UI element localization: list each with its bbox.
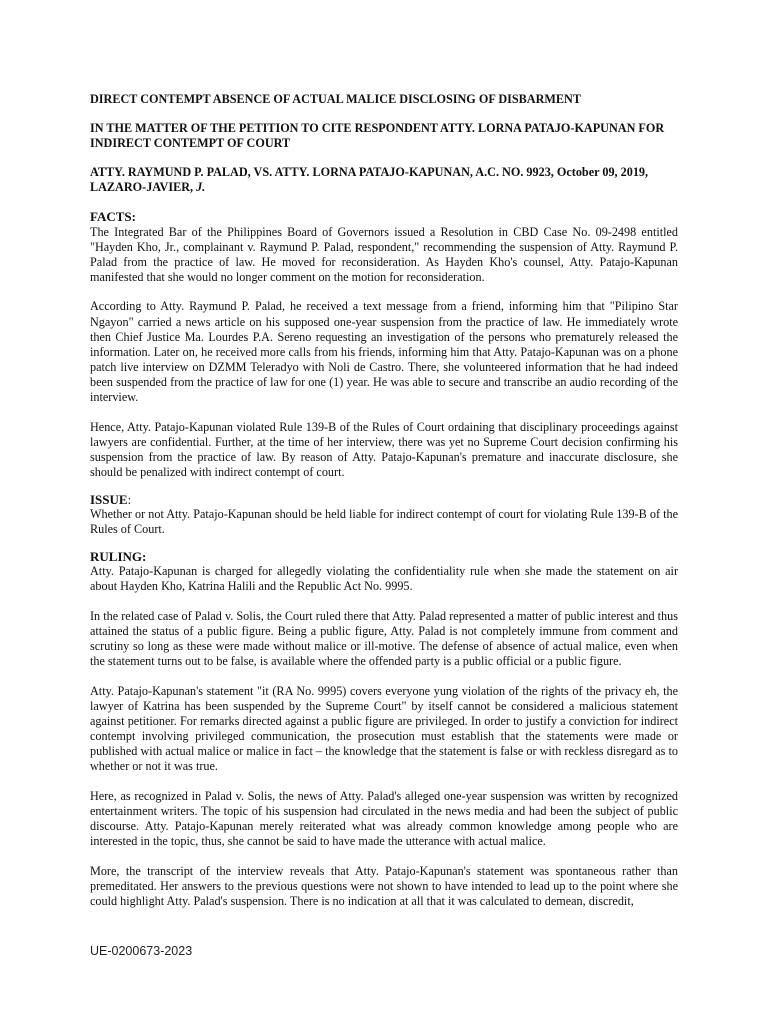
ruling-heading: RULING:	[90, 549, 147, 565]
document-page	[90, 92, 678, 924]
ruling-paragraph-1: Atty. Patajo-Kapunan is charged for allegedly violating the confidentiality rule when she made the statement on air about Hayden Kho, Katrina Halili and the Republic Act No. 9995.	[90, 564, 678, 594]
ruling-paragraph-2: In the related case of Palad v. Solis, the Court ruled there that Atty. Palad represented a matter of public interest and thus attained the status of a public figure. Being a public figure, Atty. Palad is not completely immune from comment and scrutiny so long as these were made without malice or ill-motive. The defense of absence of actual malice, even when the statement turns out to be false, is available where the offended party is a public official or a public figure.	[90, 609, 678, 669]
facts-paragraph-3: Hence, Atty. Patajo-Kapunan violated Rule 139-B of the Rules of Court ordaining that disciplinary proceedings against lawyers are confidential. Further, at the time of her interview, there was yet no Supreme Court decision confirming his suspension from the practice of law. By reason of Atty. Patajo-Kapunan's premature and inaccurate disclosure, she should be penalized with indirect contempt of court.	[90, 419, 678, 479]
case-citation-text: ATTY. RAYMUND P. PALAD, VS. ATTY. LORNA PATAJO-KAPUNAN, A.C. NO. 9923, October 09, 2019, LAZARO-JAVIER,	[90, 165, 649, 195]
ruling-paragraph-3: Atty. Patajo-Kapunan's statement "it (RA No. 9995) covers everyone yung violation of the rights of the privacy eh, the lawyer of Katrina has been suspended by the Supreme Court" by itself cannot be considered a malicious statement against petitioner. For remarks directed against a public figure are privileged. In order to justify a conviction for indirect contempt involving privileged communication, the prosecution must establish that the statements were made or published with actual malice or malice in fact – the knowledge that the statement is false or with reckless disregard as to whether or not it was true.	[90, 683, 678, 774]
ruling-paragraph-5: More, the transcript of the interview reveals that Atty. Patajo-Kapunan's statement was spontaneous rather than premeditated. Her answers to the previous questions were not shown to have intended to lead up to the point where she could highlight Atty. Palad's suspension. There is no indication at all that it was calculated to demean, discredit,	[90, 863, 678, 909]
issue-heading-colon: :	[127, 491, 132, 507]
issue-paragraph: Whether or not Atty. Patajo-Kapunan should be held liable for indirect contempt of court for violating Rule 139-B of the Rules of Court.	[90, 507, 678, 537]
issue-heading-text: ISSUE	[90, 491, 128, 507]
issue-heading	[90, 492, 678, 507]
ponente-suffix: J.	[196, 180, 206, 195]
document-footer-id: UE-0200673-2023	[90, 944, 193, 958]
case-title: IN THE MATTER OF THE PETITION TO CITE RESPONDENT ATTY. LORNA PATAJO-KAPUNAN FOR INDIRECT CONTEMPT OF COURT	[90, 121, 665, 151]
facts-paragraph-2: According to Atty. Raymund P. Palad, he received a text message from a friend, informing him that "Pilipino Star Ngayon" carried a news article on his supposed one-year suspension from the practice of law. He immediately wrote then Chief Justice Ma. Lourdes P.A. Sereno requesting an investigation of the persons who prematurely released the information. Later on, he received more calls from his friends, informing him that Atty. Patajo-Kapunan was on a phone patch live interview on DZMM Teleradyo with Noli de Castro. There, she volunteered information that he had indeed been suspended from the practice of law for one (1) year. He was able to secure and transcribe an audio recording of the interview.	[90, 299, 678, 404]
case-citation	[90, 165, 678, 195]
facts-paragraph-1: The Integrated Bar of the Philippines Board of Governors issued a Resolution in CBD Case No. 09-2498 entitled "Hayden Kho, Jr., complainant v. Raymund P. Palad, respondent," recommending the suspension of Atty. Raymund P. Palad from the practice of law. He moved for reconsideration. As Hayden Kho's counsel, Atty. Patajo-Kapunan manifested that she would no longer comment on the motion for reconsideration.	[90, 224, 678, 284]
ruling-paragraph-4: Here, as recognized in Palad v. Solis, the news of Atty. Palad's alleged one-year suspension was written by recognized entertainment writers. The topic of his suspension had circulated in the news media and had been the subject of public discourse. Atty. Patajo-Kapunan merely reiterated what was already common knowledge among people who are interested in the topic, thus, she cannot be said to have made the utterance with actual malice.	[90, 788, 678, 849]
document-title: DIRECT CONTEMPT ABSENCE OF ACTUAL MALICE DISCLOSING OF DISBARMENT	[90, 92, 581, 106]
facts-heading: FACTS:	[90, 209, 136, 225]
